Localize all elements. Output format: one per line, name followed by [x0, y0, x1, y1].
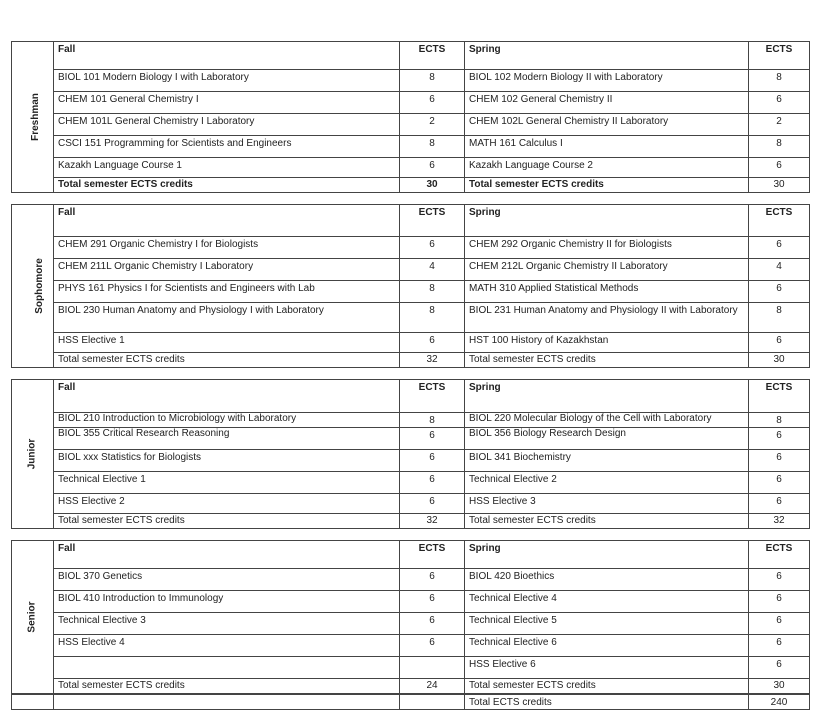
fall-ects: 6	[400, 92, 465, 114]
spring-course: BIOL 220 Molecular Biology of the Cell with Laboratory	[465, 413, 749, 428]
fall-header: Fall	[54, 380, 400, 413]
spring-ects: 6	[749, 158, 810, 178]
spring-course: Technical Elective 6	[465, 635, 749, 657]
spring-total-ects: 32	[749, 514, 810, 529]
spring-ects: 2	[749, 114, 810, 136]
year-table-freshman	[11, 41, 810, 193]
year-label: Freshman	[29, 93, 41, 141]
year-label-cell	[12, 541, 54, 694]
spring-header: Spring	[465, 42, 749, 70]
fall-header: Fall	[54, 42, 400, 70]
fall-course: BIOL 101 Modern Biology I with Laboratory	[54, 70, 400, 92]
spring-ects: 6	[749, 591, 810, 613]
spring-course: Kazakh Language Course 2	[465, 158, 749, 178]
fall-ects: 8	[400, 303, 465, 333]
spring-course: HST 100 History of Kazakhstan	[465, 333, 749, 353]
table-row	[12, 613, 810, 635]
spring-course: BIOL 356 Biology Research Design	[465, 428, 749, 450]
total-row	[12, 178, 810, 193]
spring-ects: 4	[749, 259, 810, 281]
spring-total-label: Total semester ECTS credits	[465, 353, 749, 368]
spring-header: Spring	[465, 541, 749, 569]
fall-total-ects: 32	[400, 353, 465, 368]
year-label: Senior	[26, 601, 38, 633]
fall-course: PHYS 161 Physics I for Scientists and Engineers with Lab	[54, 281, 400, 303]
table-row	[12, 158, 810, 178]
table-row	[12, 281, 810, 303]
fall-course: Kazakh Language Course 1	[54, 158, 400, 178]
fall-course: BIOL 370 Genetics	[54, 569, 400, 591]
fall-ects	[400, 657, 465, 679]
fall-total-ects: 32	[400, 514, 465, 529]
fall-header: Fall	[54, 541, 400, 569]
spring-ects: 6	[749, 613, 810, 635]
fall-ects: 6	[400, 237, 465, 259]
table-row	[12, 569, 810, 591]
spring-course: BIOL 231 Human Anatomy and Physiology II with Laboratory	[465, 303, 749, 333]
spring-course: Technical Elective 2	[465, 472, 749, 494]
spring-ects: 6	[749, 281, 810, 303]
table-row	[12, 635, 810, 657]
year-label-cell	[12, 205, 54, 368]
spring-total-ects: 30	[749, 353, 810, 368]
spring-course: Technical Elective 5	[465, 613, 749, 635]
spring-course: BIOL 341 Biochemistry	[465, 450, 749, 472]
ects-header: ECTS	[400, 42, 465, 70]
ects-header: ECTS	[749, 42, 810, 70]
fall-course: CSCI 151 Programming for Scientists and Engineers	[54, 136, 400, 158]
fall-ects: 8	[400, 70, 465, 92]
spring-ects: 6	[749, 494, 810, 514]
spring-ects: 6	[749, 450, 810, 472]
year-label: Junior	[26, 438, 38, 470]
spring-ects: 8	[749, 136, 810, 158]
spring-total-label: Total semester ECTS credits	[465, 679, 749, 694]
fall-course: BIOL 230 Human Anatomy and Physiology I with Laboratory	[54, 303, 400, 333]
spring-course: CHEM 212L Organic Chemistry II Laboratory	[465, 259, 749, 281]
fall-course	[54, 657, 400, 679]
fall-course: CHEM 101 General Chemistry I	[54, 92, 400, 114]
spring-ects: 8	[749, 303, 810, 333]
spring-ects: 8	[749, 70, 810, 92]
table-row	[12, 92, 810, 114]
spring-header: Spring	[465, 380, 749, 413]
spring-ects: 8	[749, 413, 810, 428]
table-row	[12, 494, 810, 514]
spring-ects: 6	[749, 237, 810, 259]
table-row	[12, 472, 810, 494]
fall-total-label: Total semester ECTS credits	[54, 353, 400, 368]
table-row	[12, 333, 810, 353]
fall-ects: 2	[400, 114, 465, 136]
year-table-sophomore	[11, 204, 810, 368]
fall-total-label: Total semester ECTS credits	[54, 178, 400, 193]
table-row	[12, 70, 810, 92]
table-row	[12, 259, 810, 281]
fall-course: HSS Elective 1	[54, 333, 400, 353]
ects-header: ECTS	[749, 205, 810, 237]
fall-ects: 6	[400, 333, 465, 353]
spring-course: BIOL 420 Bioethics	[465, 569, 749, 591]
fall-course: BIOL 355 Critical Research Reasoning	[54, 428, 400, 450]
table-row	[12, 591, 810, 613]
fall-ects: 6	[400, 591, 465, 613]
fall-total-label: Total semester ECTS credits	[54, 514, 400, 529]
year-label-cell	[12, 380, 54, 529]
table-row	[12, 136, 810, 158]
fall-course: HSS Elective 2	[54, 494, 400, 514]
fall-ects: 6	[400, 428, 465, 450]
table-row	[12, 657, 810, 679]
spring-ects: 6	[749, 569, 810, 591]
spring-course: HSS Elective 6	[465, 657, 749, 679]
fall-course: BIOL 210 Introduction to Microbiology with Laboratory	[54, 413, 400, 428]
spring-course: Technical Elective 4	[465, 591, 749, 613]
fall-course: CHEM 291 Organic Chemistry I for Biologists	[54, 237, 400, 259]
degree-plan	[11, 41, 809, 710]
spring-course: MATH 161 Calculus I	[465, 136, 749, 158]
fall-total-label: Total semester ECTS credits	[54, 679, 400, 694]
fall-header: Fall	[54, 205, 400, 237]
spring-header: Spring	[465, 205, 749, 237]
fall-course: CHEM 101L General Chemistry I Laboratory	[54, 114, 400, 136]
fall-course: HSS Elective 4	[54, 635, 400, 657]
spring-ects: 6	[749, 333, 810, 353]
fall-ects: 8	[400, 281, 465, 303]
fall-course: Technical Elective 1	[54, 472, 400, 494]
fall-total-ects: 30	[400, 178, 465, 193]
table-row	[12, 303, 810, 333]
total-row	[12, 679, 810, 694]
fall-course: CHEM 211L Organic Chemistry I Laboratory	[54, 259, 400, 281]
fall-course: Technical Elective 3	[54, 613, 400, 635]
fall-ects: 6	[400, 569, 465, 591]
spring-ects: 6	[749, 657, 810, 679]
fall-ects: 4	[400, 259, 465, 281]
spring-total-label: Total semester ECTS credits	[465, 514, 749, 529]
table-row	[12, 450, 810, 472]
total-row	[12, 514, 810, 529]
ects-header: ECTS	[749, 541, 810, 569]
spring-course: HSS Elective 3	[465, 494, 749, 514]
fall-ects: 6	[400, 472, 465, 494]
grand-total-table	[11, 694, 810, 710]
fall-ects: 6	[400, 613, 465, 635]
fall-ects: 8	[400, 136, 465, 158]
spring-total-ects: 30	[749, 679, 810, 694]
spring-total-ects: 30	[749, 178, 810, 193]
fall-course: BIOL 410 Introduction to Immunology	[54, 591, 400, 613]
grand-total-row	[12, 695, 810, 710]
year-table-junior	[11, 379, 810, 529]
spring-ects: 6	[749, 472, 810, 494]
spring-course: CHEM 102L General Chemistry II Laboratory	[465, 114, 749, 136]
year-table-senior	[11, 540, 810, 694]
table-row	[12, 114, 810, 136]
table-row	[12, 413, 810, 428]
table-row	[12, 237, 810, 259]
fall-ects: 6	[400, 450, 465, 472]
year-label-cell	[12, 42, 54, 193]
spring-course: BIOL 102 Modern Biology II with Laboratory	[465, 70, 749, 92]
spring-ects: 6	[749, 92, 810, 114]
spring-ects: 6	[749, 428, 810, 450]
ects-header: ECTS	[400, 541, 465, 569]
spring-course: MATH 310 Applied Statistical Methods	[465, 281, 749, 303]
year-label: Sophomore	[33, 258, 45, 314]
spring-total-label: Total semester ECTS credits	[465, 178, 749, 193]
spring-course: CHEM 102 General Chemistry II	[465, 92, 749, 114]
ects-header: ECTS	[400, 380, 465, 413]
ects-header: ECTS	[400, 205, 465, 237]
fall-total-ects: 24	[400, 679, 465, 694]
fall-course: BIOL xxx Statistics for Biologists	[54, 450, 400, 472]
fall-ects: 6	[400, 635, 465, 657]
ects-header: ECTS	[749, 380, 810, 413]
fall-ects: 8	[400, 413, 465, 428]
fall-ects: 6	[400, 158, 465, 178]
table-row	[12, 428, 810, 450]
grand-total-value: 240	[749, 695, 810, 710]
total-row	[12, 353, 810, 368]
spring-course: CHEM 292 Organic Chemistry II for Biologists	[465, 237, 749, 259]
grand-total-label: Total ECTS credits	[465, 695, 749, 710]
spring-ects: 6	[749, 635, 810, 657]
fall-ects: 6	[400, 494, 465, 514]
